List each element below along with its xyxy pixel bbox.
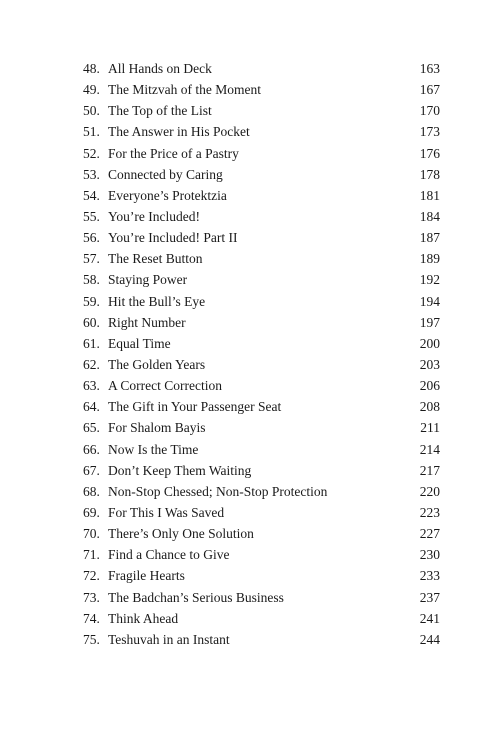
toc-entry (83, 587, 440, 608)
chapter-title: You’re Included! (108, 208, 200, 224)
chapter-title: The Badchan’s Serious Business (108, 589, 284, 605)
chapter-title: For the Price of a Pastry (108, 145, 239, 161)
chapter-number: 50. (83, 103, 100, 119)
page-number: 200 (419, 335, 440, 351)
chapter-title: For Shalom Bayis (108, 420, 206, 436)
page-number: 230 (419, 547, 440, 563)
chapter-title: Connected by Caring (108, 166, 223, 182)
toc-entry (83, 460, 440, 481)
chapter-number: 56. (83, 230, 100, 246)
toc-entry (83, 121, 440, 142)
chapter-title: Think Ahead (108, 610, 179, 626)
toc-entry (83, 523, 440, 544)
toc-entry (83, 481, 440, 502)
chapter-number: 48. (83, 61, 100, 76)
chapter-title: Teshuvah in an Instant (108, 631, 230, 647)
page-number: 217 (419, 462, 440, 478)
toc-entry (83, 100, 440, 121)
chapter-number: 71. (83, 547, 100, 563)
chapter-number: 62. (83, 356, 100, 372)
page-number: 227 (419, 526, 440, 542)
chapter-number: 54. (83, 187, 100, 203)
chapter-title: The Reset Button (108, 251, 203, 267)
table-of-contents (83, 58, 440, 650)
chapter-title: Everyone’s Protektzia (108, 187, 227, 203)
chapter-number: 52. (83, 145, 100, 161)
toc-entry (83, 164, 440, 185)
chapter-number: 73. (83, 589, 100, 605)
chapter-title: Now Is the Time (108, 441, 199, 457)
toc-entry (83, 375, 440, 396)
chapter-number: 69. (83, 504, 100, 520)
toc-entry (83, 227, 440, 248)
chapter-title: Non-Stop Chessed; Non-Stop Protection (108, 483, 328, 499)
chapter-number: 51. (83, 124, 100, 140)
chapter-number: 53. (83, 166, 100, 182)
toc-entry (83, 269, 440, 290)
page-number: 184 (419, 208, 440, 224)
chapter-number: 74. (83, 610, 100, 626)
toc-entry (83, 206, 440, 227)
chapter-number: 60. (83, 314, 100, 330)
chapter-number: 61. (83, 335, 100, 351)
toc-entry (83, 608, 440, 629)
chapter-number: 55. (83, 208, 100, 224)
page-number: 189 (419, 251, 440, 267)
chapter-number: 63. (83, 378, 100, 394)
page-number: 223 (419, 504, 440, 520)
chapter-number: 58. (83, 272, 100, 288)
toc-entry (83, 291, 440, 312)
chapter-title: You’re Included! Part II (108, 230, 238, 246)
page-number: 203 (419, 356, 440, 372)
chapter-title: All Hands on Deck (108, 61, 212, 76)
page-number: 173 (419, 124, 440, 140)
page-number: 197 (419, 314, 440, 330)
page-number: 176 (419, 145, 440, 161)
chapter-title: Right Number (108, 314, 186, 330)
chapter-number: 75. (83, 631, 100, 647)
chapter-number: 64. (83, 399, 100, 415)
chapter-number: 57. (83, 251, 100, 267)
toc-entry (83, 143, 440, 164)
chapter-title: A Correct Correction (108, 378, 222, 394)
page-number: 163 (419, 61, 440, 76)
toc-entry (83, 248, 440, 269)
chapter-title: Fragile Hearts (108, 568, 185, 584)
page-number: 233 (419, 568, 440, 584)
toc-entry (83, 629, 440, 650)
toc-entry (83, 58, 440, 79)
toc-entry (83, 79, 440, 100)
page-number: 181 (419, 187, 440, 203)
toc-entry (83, 396, 440, 417)
toc-entry (83, 354, 440, 375)
page-number: 194 (419, 293, 440, 309)
chapter-title: Don’t Keep Them Waiting (108, 462, 252, 478)
page-number: 187 (419, 230, 440, 246)
chapter-title: There’s Only One Solution (108, 526, 254, 542)
chapter-title: For This I Was Saved (108, 504, 225, 520)
page-number: 208 (419, 399, 440, 415)
toc-entry (83, 312, 440, 333)
page-number: 167 (419, 82, 440, 98)
chapter-title: Staying Power (108, 272, 188, 288)
chapter-number: 67. (83, 462, 100, 478)
toc-entry (83, 565, 440, 586)
chapter-title: Hit the Bull’s Eye (108, 293, 206, 309)
chapter-title: The Golden Years (108, 356, 206, 372)
chapter-title: The Mitzvah of the Moment (108, 82, 261, 98)
chapter-number: 59. (83, 293, 100, 309)
toc-entry (83, 417, 440, 438)
chapter-number: 70. (83, 526, 100, 542)
page-number: 192 (419, 272, 440, 288)
page-number: 244 (419, 631, 440, 647)
page-number: 178 (419, 166, 440, 182)
page-number: 237 (419, 589, 440, 605)
page-number: 206 (419, 378, 440, 394)
toc-entry (83, 185, 440, 206)
chapter-number: 65. (83, 420, 100, 436)
chapter-title: Find a Chance to Give (108, 547, 230, 563)
page-number: 211 (420, 420, 440, 436)
page-number: 241 (419, 610, 440, 626)
chapter-number: 49. (83, 82, 100, 98)
chapter-number: 68. (83, 483, 100, 499)
page-number: 220 (419, 483, 440, 499)
chapter-title: The Gift in Your Passenger Seat (108, 399, 282, 415)
toc-entry (83, 333, 440, 354)
chapter-number: 66. (83, 441, 100, 457)
page-number: 170 (419, 103, 440, 119)
toc-entry (83, 439, 440, 460)
chapter-number: 72. (83, 568, 100, 584)
chapter-title: The Answer in His Pocket (108, 124, 250, 140)
toc-entry (83, 502, 440, 523)
toc-entry (83, 544, 440, 565)
chapter-title: Equal Time (108, 335, 171, 351)
chapter-title: The Top of the List (108, 103, 212, 119)
page-number: 214 (419, 441, 440, 457)
